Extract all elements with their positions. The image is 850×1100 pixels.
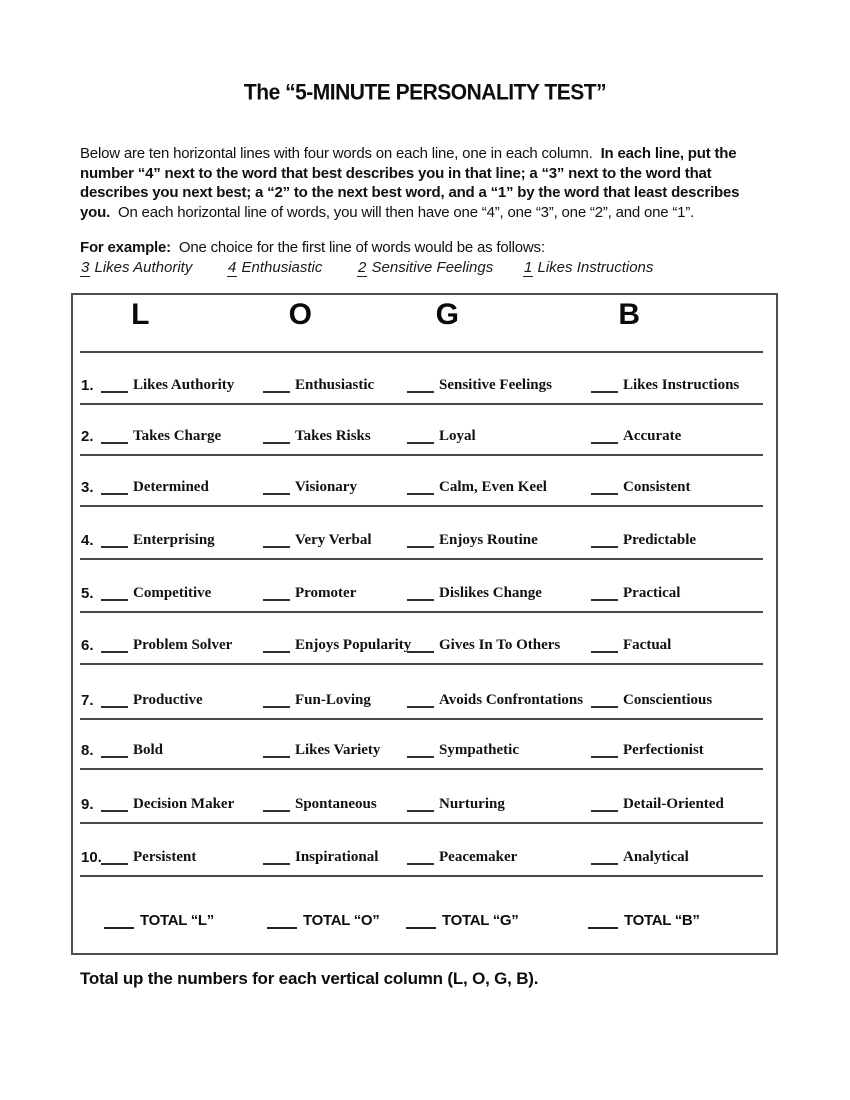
word-label: Likes Variety: [295, 742, 381, 758]
table-row: [73, 770, 776, 822]
word-cell: [591, 377, 739, 393]
word-label: Productive: [133, 692, 203, 708]
word-cell: [101, 479, 209, 495]
example-score: 4: [228, 259, 237, 276]
fill-in-blank: [101, 440, 128, 444]
word-label: Detail-Oriented: [623, 796, 724, 812]
word-label: Consistent: [623, 479, 691, 495]
fill-in-blank: [407, 491, 434, 495]
word-label: Determined: [133, 479, 209, 495]
word-cell: [263, 585, 356, 601]
example-word: Likes Authority: [90, 259, 193, 276]
row-number: 6.: [81, 637, 94, 654]
table-row: [73, 665, 776, 718]
total-cell: [104, 913, 214, 929]
fill-in-blank: [101, 491, 128, 495]
word-cell: [407, 377, 552, 393]
example-choices-line: [80, 258, 770, 278]
instructions-text-end: On each horizontal line of words, you will then have one “4”, one “3”, one “2”, and one “1”.: [110, 203, 695, 221]
fill-in-blank: [591, 544, 618, 548]
table-rows: [73, 353, 776, 877]
word-label: Predictable: [623, 532, 697, 548]
fill-in-blank: [591, 440, 618, 444]
word-cell: [591, 849, 689, 865]
fill-in-blank: [263, 808, 290, 812]
word-label: Enterprising: [133, 532, 215, 548]
total-fill-in-blank: [267, 925, 297, 929]
word-label: Inspirational: [295, 849, 379, 865]
word-label: Gives In To Others: [439, 637, 561, 653]
example-choice: [80, 259, 192, 276]
word-label: Takes Charge: [133, 428, 222, 444]
total-cell: [588, 913, 700, 929]
fill-in-blank: [407, 754, 434, 758]
fill-in-blank: [101, 649, 128, 653]
word-label: Problem Solver: [133, 637, 233, 653]
fill-in-blank: [591, 491, 618, 495]
fill-in-blank: [591, 704, 618, 708]
word-cell: [407, 428, 476, 444]
row-number: 1.: [81, 377, 94, 394]
fill-in-blank: [407, 704, 434, 708]
fill-in-blank: [263, 544, 290, 548]
word-cell: [101, 377, 234, 393]
word-label: Sensitive Feelings: [439, 377, 552, 393]
word-cell: [263, 532, 372, 548]
fill-in-blank: [101, 389, 128, 393]
word-label: Enjoys Popularity: [295, 637, 412, 653]
table-row: [73, 560, 776, 611]
example-score: 2: [358, 259, 367, 276]
word-cell: [101, 796, 234, 812]
word-cell: [101, 532, 215, 548]
word-label: Practical: [623, 585, 681, 601]
word-label: Competitive: [133, 585, 212, 601]
fill-in-blank: [407, 649, 434, 653]
table-row: [73, 405, 776, 454]
fill-in-blank: [101, 861, 128, 865]
example-intro-line: [80, 239, 545, 256]
word-label: Factual: [623, 637, 672, 653]
table-row: [73, 720, 776, 768]
fill-in-blank: [263, 649, 290, 653]
word-cell: [591, 479, 691, 495]
example-choice: [357, 259, 493, 276]
word-cell: [591, 637, 671, 653]
fill-in-blank: [591, 649, 618, 653]
word-label: Enjoys Routine: [439, 532, 538, 548]
example-word: Sensitive Feelings: [367, 259, 494, 276]
fill-in-blank: [263, 861, 290, 865]
word-label: Likes Authority: [133, 377, 235, 393]
word-label: Likes Instructions: [623, 377, 740, 393]
table-row: [73, 456, 776, 505]
fill-in-blank: [101, 544, 128, 548]
word-cell: [407, 692, 583, 708]
word-cell: [407, 849, 517, 865]
fill-in-blank: [407, 544, 434, 548]
word-label: Peacemaker: [439, 849, 518, 865]
example-score: 3: [81, 259, 90, 276]
row-number: 7.: [81, 692, 94, 709]
word-label: Conscientious: [623, 692, 713, 708]
example-choice: [227, 259, 322, 276]
word-label: Perfectionist: [623, 742, 704, 758]
word-cell: [101, 637, 232, 653]
row-number: 5.: [81, 585, 94, 602]
word-label: Dislikes Change: [439, 585, 542, 601]
fill-in-blank: [101, 704, 128, 708]
fill-in-blank: [407, 861, 434, 865]
example-choice: [523, 259, 653, 276]
word-cell: [407, 742, 519, 758]
fill-in-blank: [263, 597, 290, 601]
word-cell: [407, 479, 547, 495]
table-row: [73, 507, 776, 558]
instructions-paragraph: [80, 144, 777, 222]
footer-instruction: Total up the numbers for each vertical column (L, O, G, B).: [80, 969, 539, 988]
word-label: Persistent: [133, 849, 197, 865]
word-cell: [591, 585, 680, 601]
word-label: Calm, Even Keel: [439, 479, 547, 495]
example-word: Likes Instructions: [533, 259, 654, 276]
example-word: Enthusiastic: [237, 259, 323, 276]
word-cell: [263, 479, 357, 495]
word-cell: [263, 796, 377, 812]
row-number: 8.: [81, 742, 94, 759]
word-cell: [407, 532, 538, 548]
word-cell: [263, 742, 380, 758]
word-label: Nurturing: [439, 796, 505, 812]
row-number: 9.: [81, 796, 94, 813]
fill-in-blank: [591, 808, 618, 812]
fill-in-blank: [407, 440, 434, 444]
word-cell: [263, 377, 374, 393]
fill-in-blank: [263, 754, 290, 758]
word-label: Accurate: [623, 428, 682, 444]
example-label: For example:: [80, 239, 171, 256]
personality-test-table: [71, 293, 778, 955]
example-score: 1: [524, 259, 533, 276]
instructions-text-start: Below are ten horizontal lines with four words on each line, one in each column.: [80, 145, 601, 162]
word-cell: [407, 585, 542, 601]
table-row: [73, 613, 776, 663]
fill-in-blank: [263, 491, 290, 495]
word-cell: [263, 637, 411, 653]
word-label: Sympathetic: [439, 742, 519, 758]
row-number: 4.: [81, 532, 94, 549]
fill-in-blank: [407, 597, 434, 601]
word-label: Fun-Loving: [295, 692, 371, 708]
page-title: The “5-MINUTE PERSONALITY TEST”: [243, 80, 607, 105]
word-cell: [101, 692, 203, 708]
word-cell: [101, 849, 196, 865]
column-header-letter: B: [618, 298, 640, 331]
fill-in-blank: [263, 389, 290, 393]
word-label: Analytical: [623, 849, 689, 865]
word-cell: [591, 532, 696, 548]
fill-in-blank: [407, 389, 434, 393]
word-cell: [591, 428, 681, 444]
total-fill-in-blank: [406, 925, 436, 929]
word-label: Very Verbal: [295, 532, 372, 548]
word-cell: [407, 637, 560, 653]
column-header-letter: G: [435, 298, 459, 331]
table-row: [73, 824, 776, 875]
total-fill-in-blank: [104, 925, 134, 929]
word-label: Enthusiastic: [295, 377, 375, 393]
word-label: Decision Maker: [133, 796, 235, 812]
word-cell: [101, 428, 221, 444]
word-cell: [263, 428, 371, 444]
fill-in-blank: [591, 597, 618, 601]
total-label: TOTAL “L”: [140, 912, 214, 929]
word-cell: [101, 742, 163, 758]
row-number: 3.: [81, 479, 94, 496]
word-cell: [591, 796, 724, 812]
fill-in-blank: [591, 861, 618, 865]
word-cell: [591, 692, 712, 708]
word-cell: [591, 742, 704, 758]
fill-in-blank: [263, 440, 290, 444]
column-header-letter: L: [131, 298, 149, 331]
word-label: Spontaneous: [295, 796, 377, 812]
fill-in-blank: [263, 704, 290, 708]
word-cell: [101, 585, 211, 601]
fill-in-blank: [591, 389, 618, 393]
column-header-row: [73, 295, 776, 351]
total-label: TOTAL “O”: [303, 912, 380, 929]
fill-in-blank: [101, 754, 128, 758]
word-cell: [263, 692, 371, 708]
word-label: Bold: [133, 742, 164, 758]
total-label: TOTAL “G”: [442, 912, 519, 929]
total-fill-in-blank: [588, 925, 618, 929]
total-cell: [406, 913, 518, 929]
word-label: Loyal: [439, 428, 476, 444]
fill-in-blank: [101, 597, 128, 601]
totals-row: [73, 877, 776, 953]
total-cell: [267, 913, 379, 929]
row-number: 2.: [81, 428, 94, 445]
word-label: Visionary: [295, 479, 357, 495]
word-label: Promoter: [295, 585, 357, 601]
fill-in-blank: [407, 808, 434, 812]
word-label: Takes Risks: [295, 428, 371, 444]
fill-in-blank: [591, 754, 618, 758]
instructions-text-bold: In each line, put the number “4” next to the word that best describes you in that line; a “3” next to the word that describes you next best; a “2” to the next best word, and a “1” by the word that least describes you.: [80, 145, 740, 221]
fill-in-blank: [101, 808, 128, 812]
row-number: 10.: [81, 849, 102, 866]
table-row: [73, 353, 776, 403]
example-intro-text: One choice for the first line of words would be as follows:: [170, 239, 545, 256]
column-header-letter: O: [288, 298, 312, 331]
word-cell: [263, 849, 378, 865]
word-cell: [407, 796, 505, 812]
word-label: Avoids Confrontations: [439, 692, 584, 708]
total-label: TOTAL “B”: [624, 912, 700, 929]
